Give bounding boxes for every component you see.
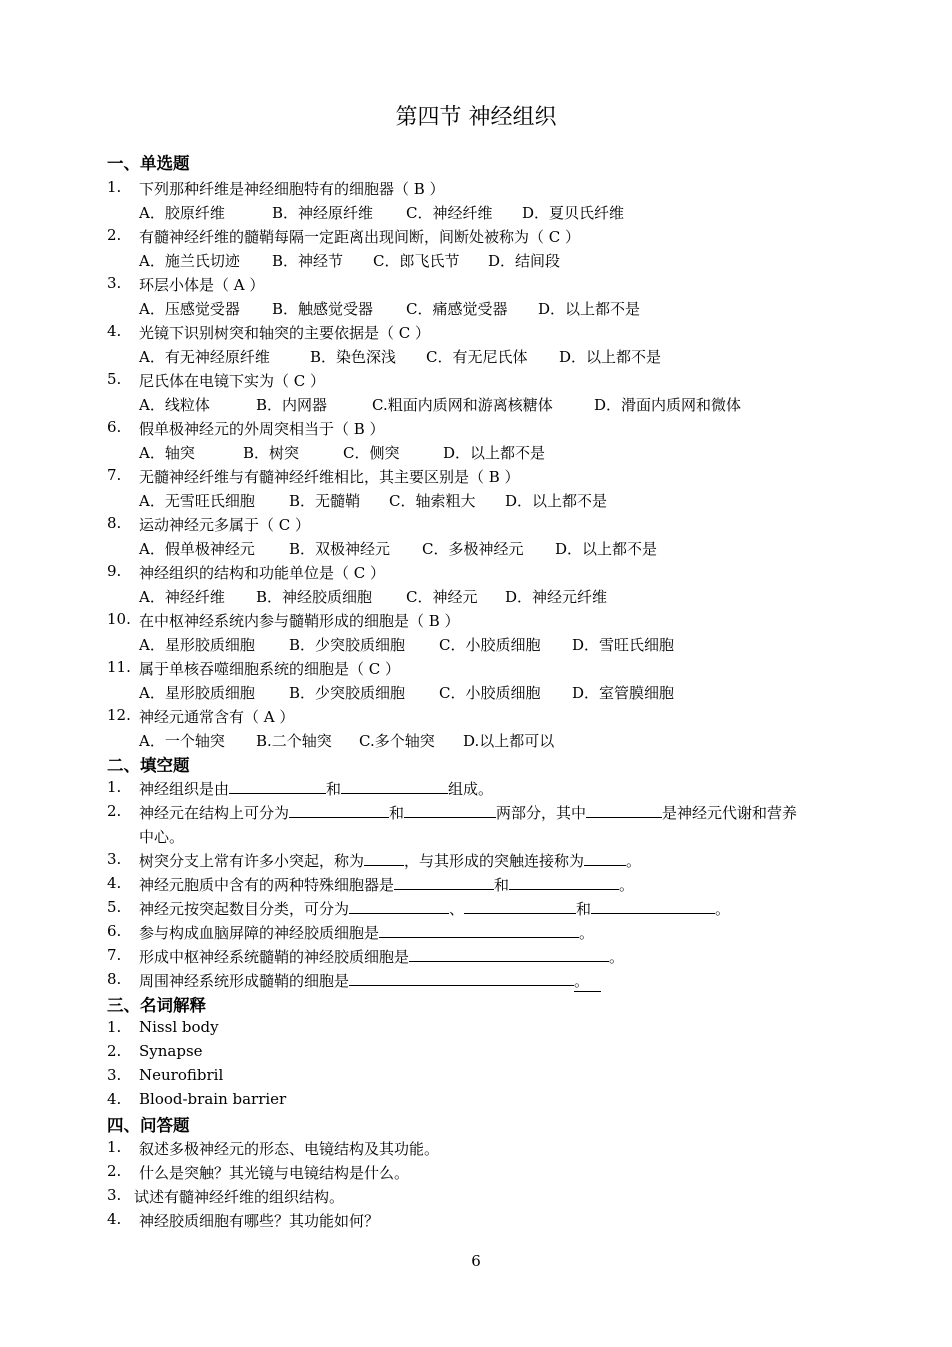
option: B．双极神经元	[289, 540, 391, 558]
fill-in-question	[139, 778, 493, 799]
fill-text: 组成。	[448, 780, 494, 798]
fill-text: 神经元胞质中含有的两种特殊细胞器是	[139, 876, 395, 894]
option: B.二个轴突	[256, 732, 332, 750]
question-text: 神经元通常含有（ A ）	[139, 708, 295, 726]
question-number: 8.	[107, 514, 122, 532]
term-text: Blood-brain barrier	[139, 1090, 287, 1108]
fill-text: 和	[326, 780, 342, 798]
option: D．以上都不是	[538, 300, 641, 318]
fill-text: 。	[619, 876, 635, 894]
fill-text: 神经元按突起数目分类，可分为	[139, 900, 350, 918]
qa-text: 试述有髓神经纤维的组织结构。	[134, 1188, 345, 1206]
fill-text: 。	[715, 900, 731, 918]
question-text: 无髓神经纤维与有髓神经纤维相比，其主要区别是（ B ）	[139, 468, 520, 486]
question-number: 1.	[107, 1138, 122, 1156]
option: D．室管膜细胞	[572, 684, 675, 702]
option: B．神经节	[272, 252, 344, 270]
option: D．以上都不是	[505, 492, 608, 510]
fill-text: 。	[579, 924, 595, 942]
term-text: Neurofibril	[139, 1066, 224, 1084]
blank-line	[341, 778, 448, 794]
fill-in-question	[139, 802, 797, 823]
fill-in-question	[139, 922, 594, 943]
fill-text: 和	[576, 900, 592, 918]
option: B．触感觉受器	[272, 300, 374, 318]
option: B．内网器	[256, 396, 328, 414]
option: D．结间段	[488, 252, 561, 270]
question-text: 环层小体是（ A ）	[139, 276, 265, 294]
question-text: 有髓神经纤维的髓鞘每隔一定距离出现间断，间断处被称为（ C ）	[139, 228, 581, 246]
blank-line	[349, 970, 574, 986]
option: D．以上都不是	[559, 348, 662, 366]
fill-text: 、	[449, 900, 465, 918]
question-number: 5.	[107, 898, 122, 916]
option: A．施兰氏切迹	[139, 252, 240, 270]
fill-text: 周围神经系统形成髓鞘的细胞是	[139, 972, 350, 990]
blank-line	[509, 874, 619, 890]
section-heading-fill-in: 二、填空题	[107, 756, 190, 775]
option: C．有无尼氏体	[426, 348, 528, 366]
question-number: 4.	[107, 1090, 122, 1108]
blank-line	[379, 922, 579, 938]
blank-line	[586, 802, 662, 818]
section-heading-qa: 四、问答题	[107, 1116, 190, 1135]
question-number: 6.	[107, 922, 122, 940]
option: D．夏贝氏纤维	[522, 204, 625, 222]
blank-line	[584, 850, 626, 866]
fill-in-question	[139, 898, 730, 919]
question-text: 尼氏体在电镜下实为（ C ）	[139, 372, 326, 390]
fill-text: 和	[389, 804, 405, 822]
question-number: 7.	[107, 466, 122, 484]
blank-line	[591, 898, 715, 914]
question-text: 假单极神经元的外周突相当于（ B ）	[139, 420, 385, 438]
option: D．以上都不是	[443, 444, 546, 462]
option: B．树突	[243, 444, 300, 462]
option: D.以上都可以	[463, 732, 555, 750]
question-number: 5.	[107, 370, 122, 388]
fill-in-question	[139, 970, 601, 992]
option: B．无髓鞘	[289, 492, 361, 510]
question-text: 光镜下识别树突和轴突的主要依据是（ C ）	[139, 324, 431, 342]
question-number: 3.	[107, 1186, 122, 1204]
question-number: 3.	[107, 850, 122, 868]
fill-text: 树突分支上常有许多小突起，称为	[139, 852, 365, 870]
question-number: 3.	[107, 274, 122, 292]
blank-line	[289, 802, 389, 818]
question-number: 1.	[107, 1018, 122, 1036]
option: A．轴突	[139, 444, 195, 462]
question-number: 8.	[107, 970, 122, 988]
term-text: Synapse	[139, 1042, 203, 1060]
question-number: 3.	[107, 1066, 122, 1084]
question-number: 12.	[107, 706, 131, 724]
option: A．神经纤维	[139, 588, 225, 606]
option: B．染色深浅	[310, 348, 397, 366]
option: A．线粒体	[139, 396, 210, 414]
question-number: 4.	[107, 874, 122, 892]
question-number: 2.	[107, 1162, 122, 1180]
question-number: 1.	[107, 778, 122, 796]
qa-text: 神经胶质细胞有哪些？其功能如何？	[139, 1212, 380, 1230]
option: C．多极神经元	[422, 540, 524, 558]
question-number: 2.	[107, 226, 122, 244]
question-text: 神经组织的结构和功能单位是（ C ）	[139, 564, 386, 582]
fill-in-question	[139, 874, 634, 895]
option: D．神经元纤维	[505, 588, 608, 606]
blank-line	[404, 802, 496, 818]
question-number: 10.	[107, 610, 131, 628]
question-number: 2.	[107, 802, 122, 820]
section-heading-single-choice: 一、单选题	[107, 154, 190, 173]
fill-text: 神经组织是由	[139, 780, 230, 798]
option: D．雪旺氏细胞	[572, 636, 675, 654]
option: A．压感觉受器	[139, 300, 240, 318]
fill-text: 。	[574, 970, 601, 992]
question-number: 7.	[107, 946, 122, 964]
blank-line	[394, 874, 494, 890]
fill-text: 参与构成血脑屏障的神经胶质细胞是	[139, 924, 380, 942]
blank-line	[409, 946, 609, 962]
qa-text: 叙述多极神经元的形态、电镜结构及其功能。	[139, 1140, 440, 1158]
fill-text: 两部分，其中	[496, 804, 587, 822]
question-number: 11.	[107, 658, 131, 676]
fill-text: ，与其形成的突触连接称为	[404, 852, 585, 870]
blank-line	[349, 898, 449, 914]
fill-text: 。	[609, 948, 625, 966]
page-title: 第四节 神经组织	[395, 105, 557, 130]
fill-text: 是神经元代谢和营养	[662, 804, 798, 822]
fill-text: 中心。	[139, 828, 185, 846]
option: C．轴索粗大	[389, 492, 476, 510]
option: D．以上都不是	[555, 540, 658, 558]
question-number: 9.	[107, 562, 122, 580]
question-number: 1.	[107, 178, 122, 196]
option: D．滑面内质网和微体	[594, 396, 742, 414]
option: A．无雪旺氏细胞	[139, 492, 255, 510]
fill-text: 。	[626, 852, 642, 870]
option: B．神经胶质细胞	[256, 588, 373, 606]
blank-line	[364, 850, 404, 866]
fill-text: 和	[494, 876, 510, 894]
option: A．一个轴突	[139, 732, 225, 750]
fill-text: 神经元在结构上可分为	[139, 804, 290, 822]
option: C．小胶质细胞	[439, 636, 541, 654]
option: C．痛感觉受器	[406, 300, 508, 318]
question-text: 运动神经元多属于（ C ）	[139, 516, 311, 534]
option: B．少突胶质细胞	[289, 684, 406, 702]
option: A．星形胶质细胞	[139, 684, 255, 702]
option: C．小胶质细胞	[439, 684, 541, 702]
option: C.多个轴突	[359, 732, 435, 750]
option: B．少突胶质细胞	[289, 636, 406, 654]
question-text: 属于单核吞噬细胞系统的细胞是（ C ）	[139, 660, 401, 678]
option: A．有无神经原纤维	[139, 348, 270, 366]
qa-text: 什么是突触？其光镜与电镜结构是什么。	[139, 1164, 410, 1182]
question-number: 4.	[107, 322, 122, 340]
fill-in-question	[139, 850, 641, 871]
option: A．星形胶质细胞	[139, 636, 255, 654]
option: C.粗面内质网和游离核糖体	[372, 396, 553, 414]
page-number: 6	[471, 1252, 481, 1270]
option: C．侧突	[343, 444, 400, 462]
question-number: 6.	[107, 418, 122, 436]
fill-text: 形成中枢神经系统髓鞘的神经胶质细胞是	[139, 948, 410, 966]
option: C．神经元	[406, 588, 478, 606]
question-number: 2.	[107, 1042, 122, 1060]
section-heading-terms: 三、名词解释	[107, 996, 206, 1015]
option: B．神经原纤维	[272, 204, 374, 222]
option: C．郎飞氏节	[373, 252, 460, 270]
question-text: 下列那种纤维是神经细胞特有的细胞器（ B ）	[139, 180, 445, 198]
option: A．假单极神经元	[139, 540, 255, 558]
question-number: 4.	[107, 1210, 122, 1228]
option: C．神经纤维	[406, 204, 493, 222]
fill-in-question	[139, 946, 624, 967]
term-text: Nissl body	[139, 1018, 219, 1036]
question-text: 在中枢神经系统内参与髓鞘形成的细胞是（ B ）	[139, 612, 460, 630]
blank-line	[229, 778, 326, 794]
option: A．胶原纤维	[139, 204, 225, 222]
blank-line	[464, 898, 576, 914]
